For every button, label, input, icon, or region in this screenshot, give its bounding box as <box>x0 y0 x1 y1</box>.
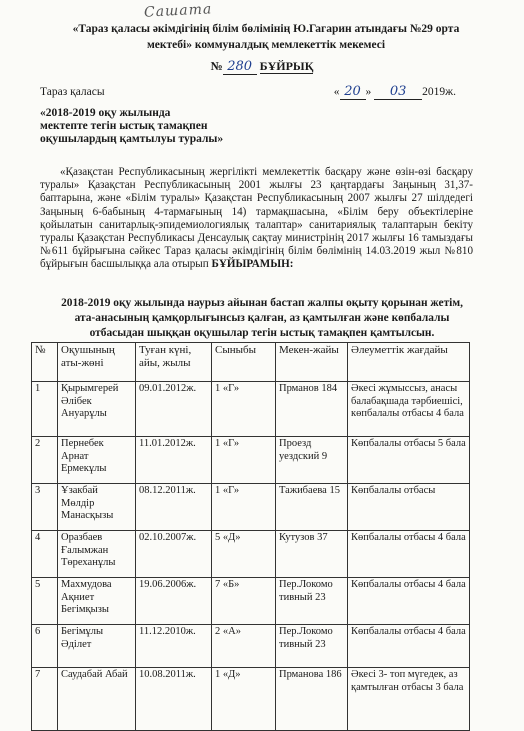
order-date <box>334 84 456 100</box>
table-row <box>32 484 470 531</box>
header-student-name: Оқушының аты-жөні <box>58 343 136 382</box>
cell-address: Тажибаева 15 <box>276 484 348 531</box>
table-header-row <box>32 343 470 382</box>
cell-address: Кутузов 37 <box>276 531 348 578</box>
cell-class: 7 «Б» <box>212 578 276 625</box>
topic-line-2: мектепте тегін ыстық тамақпен <box>40 120 208 132</box>
cell-social-status: Көпбалалы отбасы <box>348 484 470 531</box>
cell-number: 1 <box>32 382 58 437</box>
cell-class: 1 «Г» <box>212 382 276 437</box>
table-row <box>32 531 470 578</box>
table-row <box>32 578 470 625</box>
table-row <box>32 625 470 668</box>
cell-number: 5 <box>32 578 58 625</box>
date-day: 20 <box>340 84 366 100</box>
date-close-quote: » <box>365 86 372 98</box>
cell-birth-date: 19.06.2006ж. <box>136 578 212 625</box>
cell-social-status: Көпбалалы отбасы 4 бала <box>348 531 470 578</box>
resolve-word: БҰЙЫРАМЫН: <box>211 258 294 271</box>
resolution-line-3: отбасыдан шыққан оқушылар тегін ыстық тамақпен қамтылсын. <box>89 327 435 339</box>
date-month: 03 <box>374 84 422 100</box>
resolution-line-1: 2018-2019 оқу жылында наурыз айынан бастап жалпы оқыту қорынан жетім, <box>61 297 463 309</box>
cell-social-status: Көпбалалы отбасы 4 бала <box>348 625 470 668</box>
handwritten-note: Сашата <box>143 1 213 21</box>
cell-class: 1 «Г» <box>212 484 276 531</box>
header-line-2: мектебі» коммуналдық мемлекеттік мекемесі <box>146 39 386 51</box>
cell-address: Прманов 184 <box>276 382 348 437</box>
table-row <box>32 668 470 731</box>
header-birth-date: Туған күні, айы, жылы <box>136 343 212 382</box>
header-class: Сыныбы <box>212 343 276 382</box>
cell-address: Пер.Локомо тивный 23 <box>276 625 348 668</box>
cell-birth-date: 11.01.2012ж. <box>136 437 212 484</box>
header-line-1: «Тараз қаласы әкімдігінің білім бөлімінің Ю.Гагарин атындағы №29 орта <box>72 23 460 35</box>
cell-student-name: Ұзакбай Мөлдір Манасқызы <box>58 484 136 531</box>
cell-student-name: Оразбаев Ғалымжан Төреханұлы <box>58 531 136 578</box>
cell-student-name: Махмудова Ақниет Бегімқызы <box>58 578 136 625</box>
intro-text: «Қазақстан Республикасының жергілікті мемлекеттік басқару және өзін-өзі басқару туралы» Қазақстан Республикасының 2001 жылғы 23 қаңтардағы Заңының 31,37-баптарына, және «Білім туралы» Қазақстан Республикасының 2007 жылғы 27 шілдедегі Заңының 6-бабының 4-тармағының 14) тармақшасына, «Білім беру объектілеріне қойылатын санитарлық-эпидемиологиялық талаптар» санитариялық талаптарын бекіту туралы Қазақстан Республикасы Денсаулық сақтау министрінің 2017 жылғы 16 тамыздағы №611 бұйрығына сәйкес Тараз қаласы әкімдігінің білім бөлімінің 14.03.2019 жыл №810 бұйрығын басшылыққа ала отырып <box>40 166 473 271</box>
cell-class: 2 «А» <box>212 625 276 668</box>
cell-number: 4 <box>32 531 58 578</box>
cell-number: 3 <box>32 484 58 531</box>
cell-address: Прманова 186 <box>276 668 348 731</box>
cell-class: 5 «Д» <box>212 531 276 578</box>
topic-line-3: оқушылардың қамтылуы туралы» <box>40 133 224 145</box>
cell-birth-date: 11.12.2010ж. <box>136 625 212 668</box>
cell-address: Пер.Локомо тивный 23 <box>276 578 348 625</box>
cell-class: 1 «Д» <box>212 668 276 731</box>
cell-social-status: Көпбалалы отбасы 5 бала <box>348 437 470 484</box>
cell-number: 6 <box>32 625 58 668</box>
order-number: 280 <box>223 59 257 75</box>
order-title <box>0 59 524 75</box>
cell-birth-date: 08.12.2011ж. <box>136 484 212 531</box>
topic-line-1: «2018-2019 оқу жылында <box>40 107 171 119</box>
order-word: БҰЙРЫҚ <box>259 59 314 73</box>
cell-birth-date: 09.01.2012ж. <box>136 382 212 437</box>
cell-social-status: Әкесі 3- топ мүгедек, аз қамтылған отбасы 3 бала <box>348 668 470 731</box>
order-number-prefix: № <box>210 59 223 73</box>
students-table <box>31 342 470 731</box>
cell-number: 7 <box>32 668 58 731</box>
city-name: Тараз қаласы <box>40 86 105 98</box>
resolution-heading <box>34 296 490 341</box>
school-header <box>40 21 492 53</box>
cell-student-name: Қырымгерей Әлібек Ануарұлы <box>58 382 136 437</box>
table-row <box>32 437 470 484</box>
cell-number: 2 <box>32 437 58 484</box>
cell-student-name: Пернебек Арнат Ермекұлы <box>58 437 136 484</box>
intro-paragraph <box>40 166 473 272</box>
cell-address: Проезд уездский 9 <box>276 437 348 484</box>
header-social-status: Әлеуметтік жағдайы <box>348 343 470 382</box>
cell-class: 1 «Г» <box>212 437 276 484</box>
cell-birth-date: 10.08.2011ж. <box>136 668 212 731</box>
table-row <box>32 382 470 437</box>
cell-birth-date: 02.10.2007ж. <box>136 531 212 578</box>
cell-student-name: Саудабай Абай <box>58 668 136 731</box>
cell-student-name: Бегімұлы Әділет <box>58 625 136 668</box>
header-address: Мекен-жайы <box>276 343 348 382</box>
date-year: 2019ж. <box>422 86 456 98</box>
header-number: № <box>32 343 58 382</box>
date-open-quote: « <box>333 86 340 98</box>
order-topic <box>40 107 340 146</box>
cell-social-status: Көпбалалы отбасы 4 бала <box>348 578 470 625</box>
cell-social-status: Әкесі жұмыссыз, анасы балабақшада тәрбиешісі, көпбалалы отбасы 4 бала <box>348 382 470 437</box>
resolution-line-2: ата-анасының қамқорлығынсыз қалған, аз қамтылған және көпбалалы <box>74 312 450 324</box>
